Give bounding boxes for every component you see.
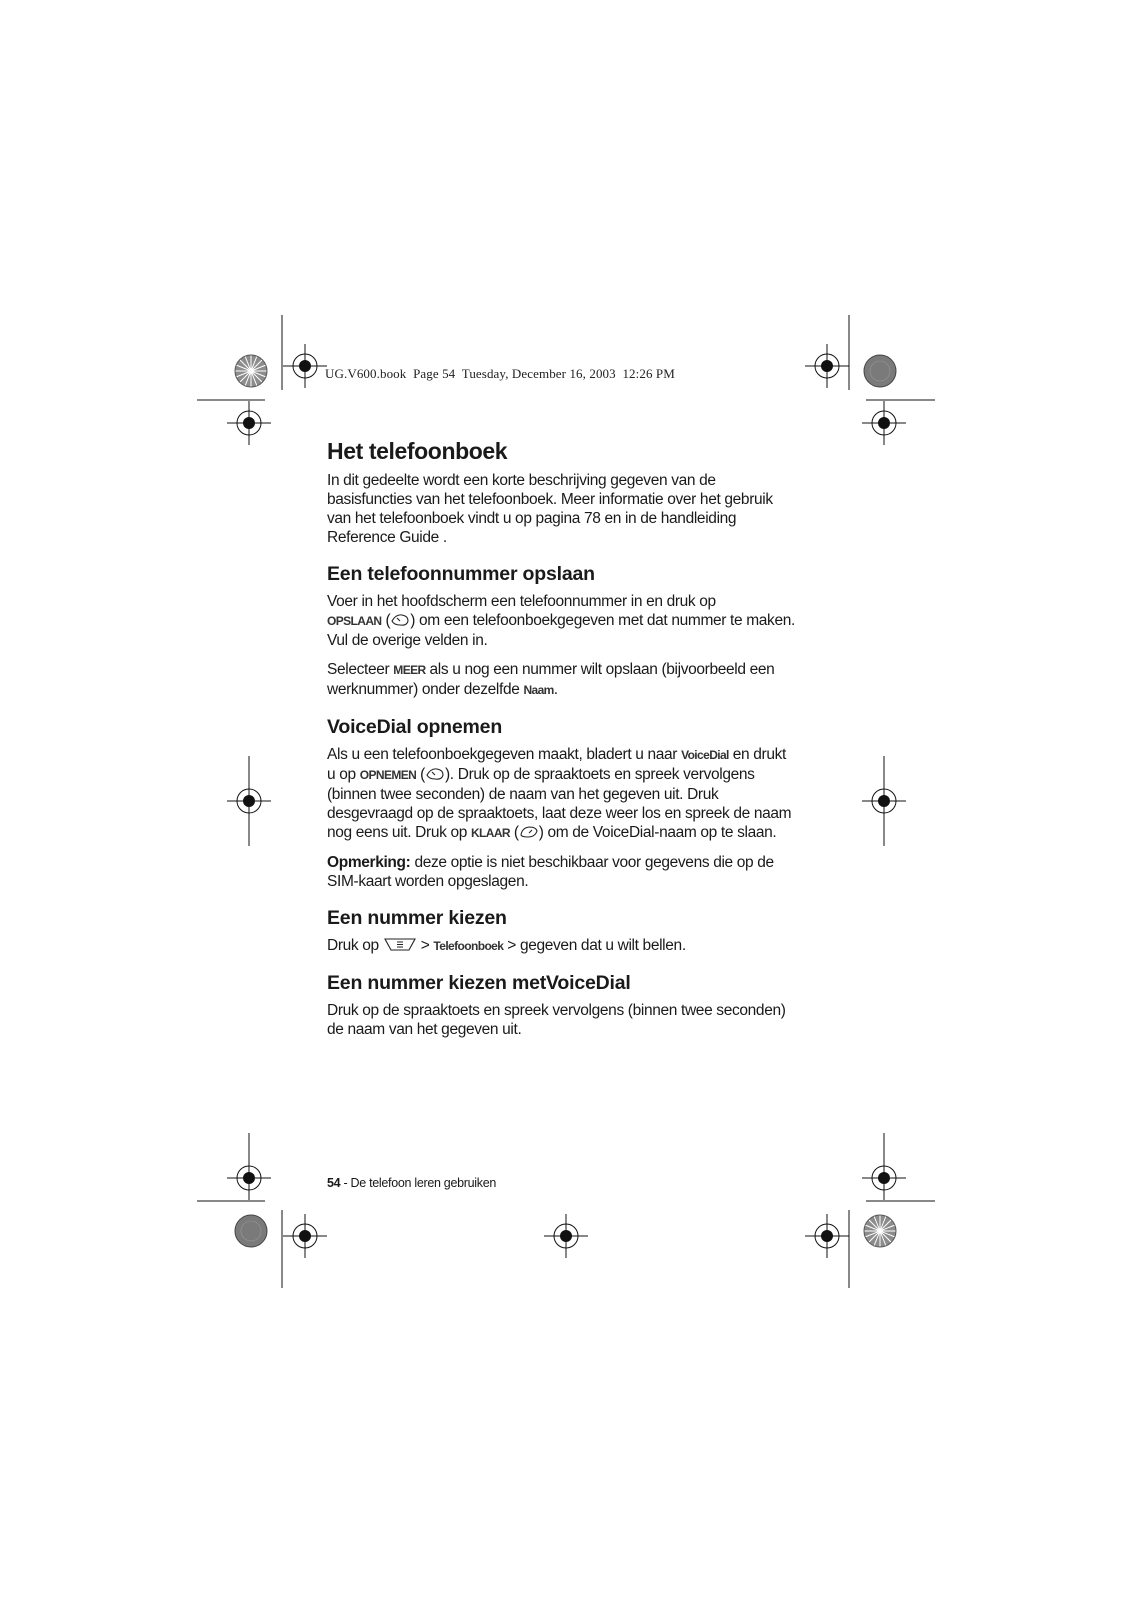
- registration-mark-icon: [862, 401, 906, 445]
- field-label: VoiceDial: [681, 748, 729, 762]
- color-wheel-icon: [864, 355, 896, 387]
- voicedial-record-section: [327, 716, 797, 891]
- left-soft-key-icon: [390, 613, 410, 627]
- print-header: UG.V600.book Page 54 Tuesday, December 16, 2003 12:26 PM: [325, 366, 675, 381]
- text-run: > gegeven dat u wilt bellen.: [503, 937, 686, 954]
- section-title: Een nummer kiezen: [327, 907, 507, 929]
- softkey-label: OPSLAAN: [327, 614, 382, 628]
- softkey-label: KLAAR: [470, 826, 510, 840]
- intro-paragraph: In dit gedeelte wordt een korte beschrijving gegeven van de basisfuncties van het telefoonboek. Meer informatie over het gebruik van het telefoonboek vindt u op pagina 78 en in de handleiding Reference Guide .: [327, 472, 773, 546]
- text-run: ). Druk op de spraaktoets en spreek vervolgens (binnen twee seconden) de naam van het gegeven uit. Druk desgevraagd op de spraaktoets, laat deze weer los en spreek de naam nog eens uit. Druk op: [327, 766, 792, 841]
- registration-mark-icon: [805, 1214, 849, 1258]
- save-number-section: [327, 563, 797, 700]
- text-run: Voer in het hoofdscherm een telefoonnummer in en druk op: [327, 593, 716, 610]
- text-run: als u nog een nummer wilt opslaan (bijvoorbeeld een werknummer) onder dezelfde: [327, 661, 775, 698]
- dial-voicedial-paragraph: Druk op de spraaktoets en spreek vervolgens (binnen twee seconden) de naam van het gegeven uit.: [327, 1002, 786, 1038]
- footer-separator: -: [340, 1176, 351, 1190]
- text-run: en drukt u op: [327, 746, 786, 783]
- text-run: (: [509, 824, 519, 841]
- text-run: (: [381, 612, 391, 629]
- section-title: Een telefoonnummer opslaan: [327, 563, 595, 585]
- registration-mark-icon: [805, 344, 849, 388]
- voicedial-paragraph: [327, 745, 797, 843]
- softkey-label: MEER: [393, 663, 426, 677]
- registration-mark-icon: [283, 344, 327, 388]
- dial-number-paragraph: [327, 936, 797, 956]
- registration-mark-icon: [862, 1156, 906, 1200]
- text-run: ) om de VoiceDial-naam op te slaan.: [538, 824, 777, 841]
- menu-key-icon: [383, 937, 417, 952]
- softkey-label: OPNEMEN: [359, 768, 417, 782]
- save-number-paragraph: [327, 592, 797, 650]
- text-run: Druk op: [327, 937, 383, 954]
- registration-mark-icon: [283, 1214, 327, 1258]
- intro-section: [327, 438, 797, 547]
- page-title: Het telefoonboek: [327, 438, 508, 464]
- right-soft-key-icon: [519, 825, 539, 839]
- left-soft-key-icon: [425, 767, 445, 781]
- registration-mark-icon: [227, 1156, 271, 1200]
- registration-mark-icon: [862, 779, 906, 823]
- field-label: Naam: [523, 683, 554, 697]
- more-paragraph: [327, 660, 797, 700]
- menu-label: Telefoonboek: [433, 939, 504, 953]
- text-run: (: [416, 766, 425, 783]
- page-number: 54: [327, 1176, 341, 1190]
- page-content: [327, 438, 797, 1039]
- text-run: deze optie is niet beschikbaar voor gegevens die op de SIM-kaart worden opgeslagen.: [327, 854, 774, 890]
- text-run: Selecteer: [327, 661, 394, 678]
- text-run: .: [553, 681, 558, 698]
- dial-voicedial-section: [327, 972, 797, 1039]
- color-wheel-icon: [235, 355, 267, 387]
- registration-mark-icon: [227, 401, 271, 445]
- note-label: Opmerking:: [327, 854, 411, 871]
- registration-mark-icon: [544, 1214, 588, 1258]
- dial-number-section: [327, 907, 797, 956]
- footer-section: De telefoon leren gebruiken: [350, 1176, 497, 1190]
- color-wheel-icon: [235, 1215, 267, 1247]
- text-run: ) om een telefoonboekgegeven met dat nummer te maken. Vul de overige velden in.: [327, 612, 795, 649]
- text-run: Als u een telefoonboekgegeven maakt, bladert u naar: [327, 746, 682, 763]
- section-title: Een nummer kiezen metVoiceDial: [327, 972, 631, 994]
- color-wheel-icon: [864, 1215, 896, 1247]
- note-paragraph: [327, 853, 797, 891]
- page-footer: [327, 1176, 496, 1190]
- registration-mark-icon: [227, 779, 271, 823]
- text-run: >: [416, 937, 434, 954]
- section-title: VoiceDial opnemen: [327, 716, 503, 738]
